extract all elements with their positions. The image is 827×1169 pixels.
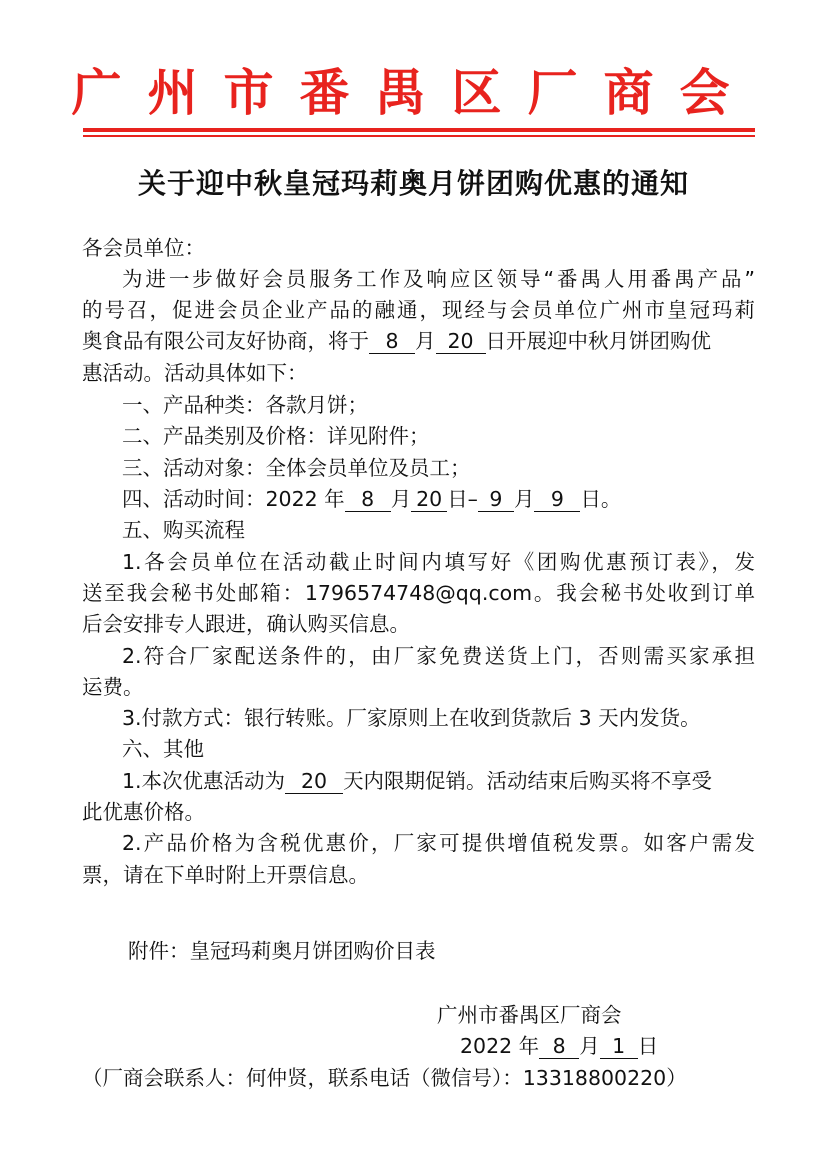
- intro-line-1: 为进一步做好会员服务工作及响应区领导“番禺人用番禺产品”: [122, 267, 755, 291]
- range-sep: 日–: [447, 487, 478, 511]
- time-suffix: 日。: [580, 487, 622, 511]
- other-2-line-1: 2.产品价格为含税优惠价，厂家可提供增值税发票。如客户需发: [122, 831, 755, 855]
- purchase-2-line-2: 运费。: [82, 675, 144, 699]
- header-rule-thin: [83, 135, 755, 137]
- start-day: 20: [411, 487, 447, 512]
- start-month-unit: 月: [390, 487, 412, 511]
- date-day: 1: [600, 1034, 638, 1059]
- item-target: 三、活动对象：全体会员单位及员工；: [122, 456, 471, 480]
- event-day: 20: [436, 329, 486, 354]
- other-1-line-1: [122, 766, 755, 796]
- time-prefix: 四、活动时间：2022 年: [122, 487, 345, 511]
- intro-line-3-suffix: 日开展迎中秋月饼团购优: [485, 329, 711, 353]
- event-month: 8: [369, 329, 415, 354]
- purchase-1-line-1: 1.各会员单位在活动截止时间内填写好《团购优惠预订表》，发: [122, 550, 755, 574]
- intro-line-2: 的号召，促进会员企业产品的融通，现经与会员单位广州市皇冠玛莉: [82, 298, 755, 322]
- purchase-heading: 五、购买流程: [122, 518, 245, 542]
- signature-org: 广州市番禺区厂商会: [437, 1003, 622, 1027]
- intro-line-3: [82, 326, 755, 356]
- date-day-unit: 日: [637, 1034, 659, 1058]
- contact-line: （厂商会联系人：何仲贤，联系电话（微信号）：13318800220）: [82, 1066, 687, 1090]
- purchase-1-line-3: 后会安排专人跟进，确认购买信息。: [82, 612, 410, 636]
- date-month-unit: 月: [579, 1034, 600, 1058]
- date-year: 2022 年: [460, 1034, 540, 1058]
- signature-date: [460, 1031, 658, 1061]
- intro-line-3-prefix: 奥食品有限公司友好协商，将于: [82, 329, 369, 353]
- purchase-2-line-1: 2.符合厂家配送条件的，由厂家免费送货上门，否则需买家承担: [122, 644, 755, 668]
- other-1-prefix: 1.本次优惠活动为: [122, 769, 286, 793]
- header-rule-thick: [83, 128, 755, 132]
- org-title: 广州市番禺区厂商会: [71, 63, 756, 122]
- date-month: 8: [539, 1034, 579, 1059]
- promo-days: 20: [285, 769, 343, 794]
- purchase-3: 3.付款方式：银行转账。厂家原则上在收到货款后 3 天内发货。: [122, 706, 701, 730]
- start-month: 8: [345, 487, 391, 512]
- intro-line-4: 惠活动。活动具体如下：: [82, 361, 308, 385]
- purchase-1-line-2: 送至我会秘书处邮箱：1796574748@qq.com。我会秘书处收到订单: [82, 581, 755, 605]
- notice-title: 关于迎中秋皇冠玛莉奥月饼团购优惠的通知: [137, 167, 689, 200]
- end-month-unit: 月: [513, 487, 535, 511]
- other-1-suffix: 天内限期促销。活动结束后购买将不享受: [343, 769, 713, 793]
- other-heading: 六、其他: [122, 737, 204, 761]
- end-day: 9: [534, 487, 580, 512]
- other-2-line-2: 票，请在下单时附上开票信息。: [82, 863, 369, 887]
- item-time: [122, 484, 755, 514]
- item-category-price: 二、产品类别及价格：详见附件；: [122, 424, 430, 448]
- other-1-line-2: 此优惠价格。: [82, 800, 205, 824]
- item-product-type: 一、产品种类：各款月饼；: [122, 393, 368, 417]
- attachment-note: 附件：皇冠玛莉奥月饼团购价目表: [128, 939, 436, 963]
- end-month: 9: [478, 487, 514, 512]
- event-month-unit: 月: [415, 329, 436, 353]
- salutation: 各会员单位：: [82, 236, 205, 260]
